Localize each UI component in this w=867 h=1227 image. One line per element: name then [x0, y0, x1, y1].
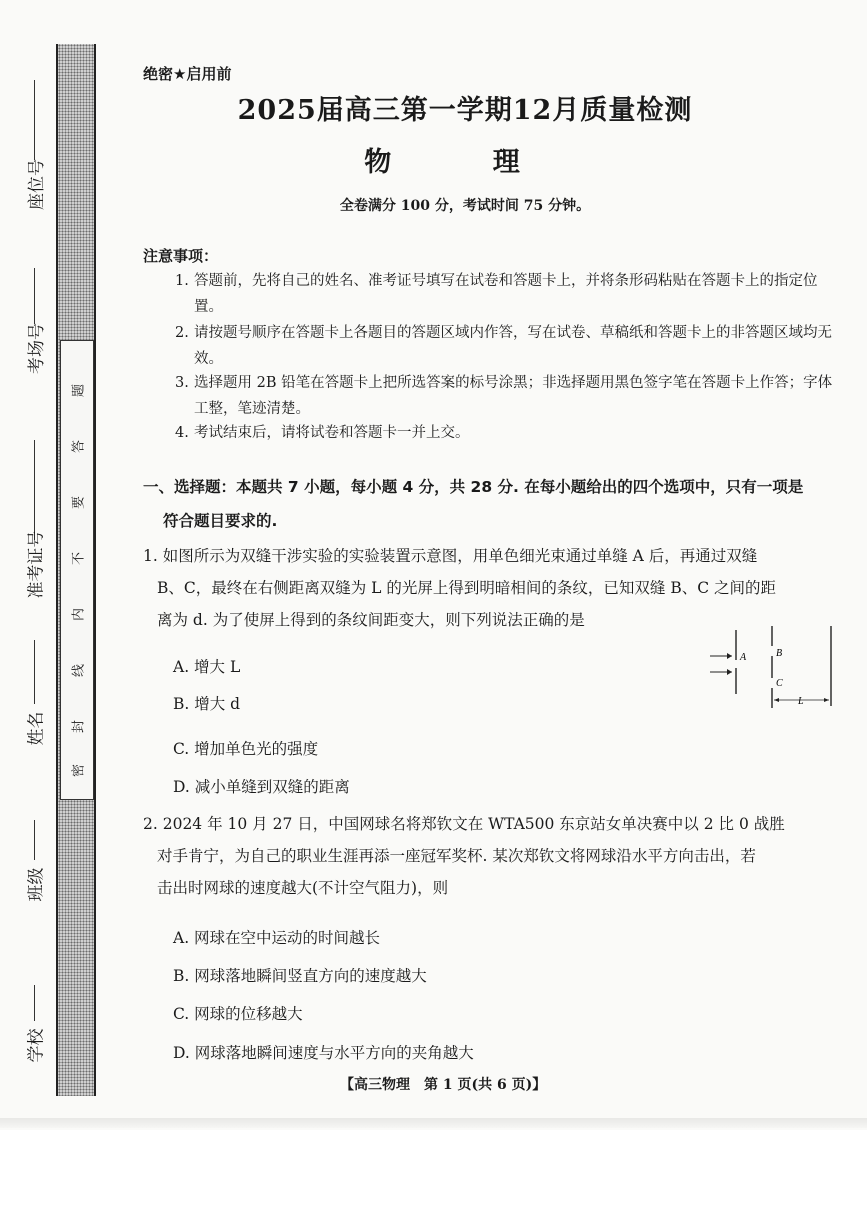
seal-char: 密 [71, 764, 87, 778]
field-label: 准考证号 [26, 530, 47, 599]
field-class [14, 820, 54, 909]
question-line: 2. 2024 年 10 月 27 日，中国网球名将郑钦文在 WTA500 东京站女单决赛中以 2 比 0 战胜 [143, 815, 785, 833]
question-line: 离为 d. 为了使屏上得到的条纹间距变大，则下列说法正确的是 [157, 611, 585, 629]
q2-option-d: D. 网球落地瞬间速度与水平方向的夹角越大 [173, 1044, 474, 1062]
notice-item [175, 320, 835, 372]
notice-number: 4. [175, 425, 189, 441]
q2-option-a: A. 网球在空中运动的时间越长 [173, 929, 381, 947]
double-slit-diagram [708, 620, 838, 712]
field-name [14, 640, 54, 753]
seal-char: 要 [71, 496, 87, 510]
question-line: B、C，最终在右侧距离双缝为 L 的光屏上得到明暗相间的条纹，已知双缝 B、C 之间的距 [157, 579, 777, 597]
arrow-head [727, 653, 732, 659]
arrow-head [727, 669, 732, 675]
scan-edge [0, 1118, 867, 1128]
notice-number: 1. [175, 273, 189, 289]
notice-text: 请按题号顺序在答题卡上各题目的答题区域内作答，写在试卷、草稿纸和答题卡上的非答题区域均无效。 [194, 325, 832, 367]
notice-number: 3. [175, 375, 189, 391]
exam-info: 全卷满分 100 分，考试时间 75 分钟。 [339, 198, 591, 214]
question-2-stem [143, 808, 835, 904]
field-exam-room [14, 268, 54, 373]
section-line: 一、选择题：本题共 7 小题，每小题 4 分，共 28 分. 在每小题给出的四个选项中，只有一项是 [143, 478, 804, 496]
q2-option-c: C. 网球的位移越大 [173, 1005, 303, 1023]
notice-text: 考试结束后，请将试卷和答题卡一并上交。 [194, 425, 470, 441]
confidential-mark: 绝密★启用前 [143, 65, 232, 83]
notice-number: 2. [175, 325, 189, 341]
field-school [14, 985, 54, 1070]
q1-option-b: B. 增大 d [173, 695, 241, 713]
label-a: A [740, 652, 747, 663]
arrow-head [824, 698, 829, 702]
field-ticket-number [14, 440, 54, 599]
q2-option-b: B. 网球落地瞬间竖直方向的速度越大 [173, 967, 427, 985]
seal-char: 内 [71, 608, 87, 622]
q1-option-d: D. 减小单缝到双缝的距离 [173, 778, 350, 796]
question-line: 对手肯宁，为自己的职业生涯再添一座冠军奖杯. 某次郑钦文将网球沿水平方向击出，若 [157, 847, 756, 865]
q1-option-a: A. 增大 L [173, 658, 241, 676]
notice-item [175, 370, 835, 422]
seal-char: 封 [71, 720, 87, 734]
label-b: B [776, 648, 783, 659]
question-line: 击出时网球的速度越大(不计空气阻力)，则 [157, 879, 449, 897]
q1-option-c: C. 增加单色光的强度 [173, 740, 319, 758]
field-label: 班级 [26, 867, 47, 902]
seal-char: 题 [71, 384, 87, 398]
scan-margin [0, 1130, 867, 1227]
field-seat-number [14, 80, 54, 209]
field-label: 学校 [26, 1028, 47, 1063]
seal-char: 线 [71, 664, 87, 678]
notice-item [175, 268, 835, 320]
arrow-head [774, 698, 779, 702]
notice-text: 答题前，先将自己的姓名、准考证号填写在试卷和答题卡上，并将条形码粘贴在答题卡上的指定位置。 [194, 273, 818, 315]
page-footer: 【高三物理 第 1 页(共 6 页)】 [340, 1077, 547, 1093]
field-label: 考场号 [26, 323, 47, 374]
question-line: 1. 如图所示为双缝干涉实验的实验装置示意图，用单色细光束通过单缝 A 后，再通过双缝 [143, 547, 758, 565]
section-heading [143, 470, 833, 538]
notice-heading: 注意事项： [143, 247, 219, 265]
seal-line-box [60, 340, 94, 800]
label-c: C [776, 678, 783, 689]
label-l: L [798, 696, 804, 707]
seal-char: 不 [71, 552, 87, 566]
notice-item [175, 420, 835, 446]
field-label: 座位号 [26, 159, 47, 210]
field-label: 姓名 [26, 711, 47, 746]
section-line: 符合题目要求的. [163, 512, 278, 530]
subject-title: 物 理 [364, 147, 566, 178]
notice-text: 选择题用 2B 铅笔在答题卡上把所选答案的标号涂黑；非选择题用黑色签字笔在答题卡上作答；字体工整，笔迹清楚。 [194, 375, 833, 417]
exam-title: 2025届高三第一学期12月质量检测 [237, 95, 693, 126]
seal-char: 答 [71, 440, 87, 454]
